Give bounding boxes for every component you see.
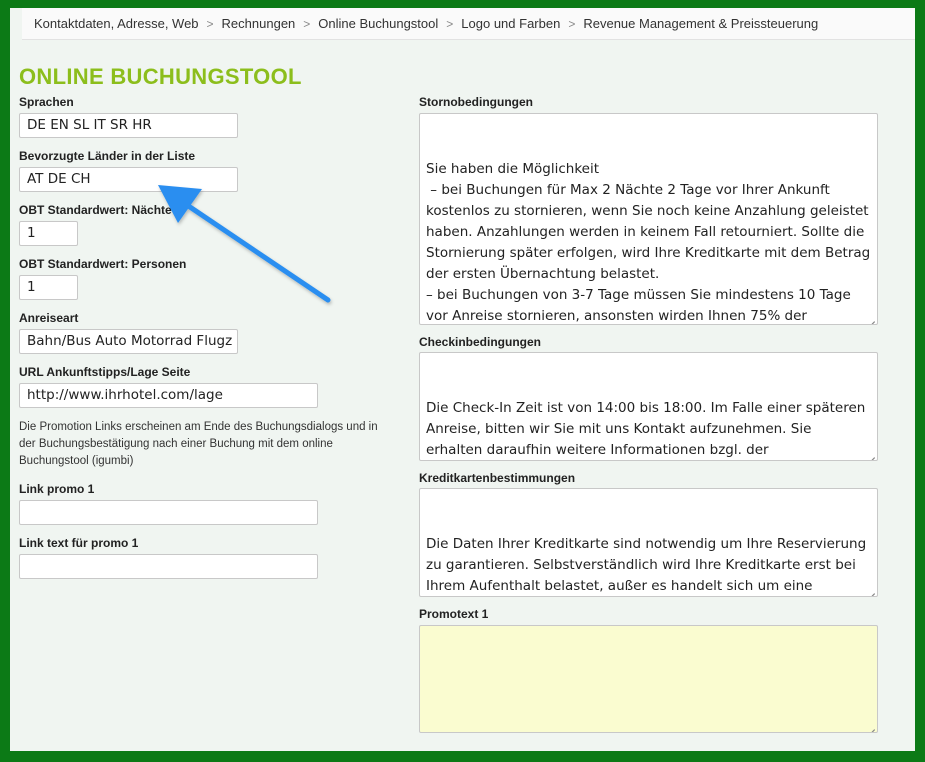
sprachen-label: Sprachen	[19, 95, 74, 109]
anreiseart-label: Anreiseart	[19, 311, 79, 325]
resize-grip-icon[interactable]	[867, 722, 875, 730]
promotion-hint: Die Promotion Links erscheinen am Ende des Buchungsdialogs und in der Buchungsbestätigung nach einer Buchung mit dem online Buchungstool (igumbi)	[19, 421, 378, 467]
breadcrumb-kontaktdaten[interactable]: Kontaktdaten, Adresse, Web	[34, 16, 199, 31]
naechte-label: OBT Standardwert: Nächte	[19, 203, 172, 217]
settings-page	[10, 8, 915, 751]
link-promo-input[interactable]	[19, 500, 318, 525]
breadcrumb-revenue-management[interactable]: Revenue Management & Preissteuerung	[583, 16, 819, 31]
link-text-label: Link text für promo 1	[19, 536, 139, 550]
breadcrumb-separator: >	[303, 16, 311, 31]
url-input[interactable]: http://www.ihrhotel.com/lage	[19, 383, 318, 408]
anreiseart-input[interactable]: Bahn/Bus Auto Motorrad Flugz	[19, 329, 238, 354]
checkin-textarea[interactable]	[419, 352, 878, 461]
breadcrumb-online-buchungstool[interactable]: Online Buchungstool	[318, 16, 439, 31]
resize-grip-icon[interactable]	[867, 450, 875, 458]
sprachen-input[interactable]: DE EN SL IT SR HR	[19, 113, 238, 138]
personen-label: OBT Standardwert: Personen	[19, 257, 187, 271]
kreditkarte-textarea[interactable]	[419, 488, 878, 597]
breadcrumb-rechnungen[interactable]: Rechnungen	[221, 16, 296, 31]
storno-text: Sie haben die Möglichkeit – bei Buchungen für Max 2 Nächte 2 Tage vor Ihrer Ankunft kostenlos zu stornieren, wenn Sie noch keine Anzahlung geleistet haben. Anzahlungen werden in keinem Fall retourniert. Sollte die Stornierung später erfolgen, wird Ihre Kreditkarte mit dem Betrag der ersten Übernachtung belastet. – bei Buchungen von 3-7 Tage müssen Sie mindestens 10 Tage vor Anreise stornieren, ansonsten wirden Ihnen 75% der	[426, 161, 871, 324]
resize-grip-icon[interactable]	[867, 314, 875, 322]
breadcrumb-separator: >	[446, 16, 454, 31]
checkin-label: Checkinbedingungen	[419, 335, 542, 349]
storno-textarea[interactable]	[419, 113, 878, 325]
url-label: URL Ankunftstipps/Lage Seite	[19, 365, 191, 379]
link-text-input[interactable]	[19, 554, 318, 579]
naechte-input[interactable]: 1	[19, 221, 78, 246]
laender-input[interactable]: AT DE CH	[19, 167, 238, 192]
page-title: ONLINE BUCHUNGSTOOL	[19, 64, 302, 89]
resize-grip-icon[interactable]	[867, 586, 875, 594]
link-promo-label: Link promo 1	[19, 482, 95, 496]
breadcrumb-logo-farben[interactable]: Logo und Farben	[461, 16, 561, 31]
personen-input[interactable]: 1	[19, 275, 78, 300]
kreditkarte-text: Die Daten Ihrer Kreditkarte sind notwendig um Ihre Reservierung zu garantieren. Selbstverständlich wird Ihre Kreditkarte erst bei Ihrem Aufenthalt belastet, außer es handelt sich um eine	[426, 536, 867, 594]
breadcrumb-separator: >	[206, 16, 214, 31]
breadcrumb	[22, 8, 915, 40]
storno-label: Stornobedingungen	[419, 95, 533, 109]
annotation-arrow-icon	[150, 183, 340, 313]
breadcrumb-separator: >	[568, 16, 576, 31]
checkin-text: Die Check-In Zeit ist von 14:00 bis 18:00. Im Falle einer späteren Anreise, bitten wir Sie mit uns Kontakt aufzunehmen. Sie erhalten daraufhin weitere Informationen bzgl. der	[426, 400, 866, 458]
laender-label: Bevorzugte Länder in der Liste	[19, 149, 196, 163]
promotext-label: Promotext 1	[419, 607, 489, 621]
kreditkarte-label: Kreditkartenbestimmungen	[419, 471, 576, 485]
promotext-textarea[interactable]	[419, 625, 878, 733]
